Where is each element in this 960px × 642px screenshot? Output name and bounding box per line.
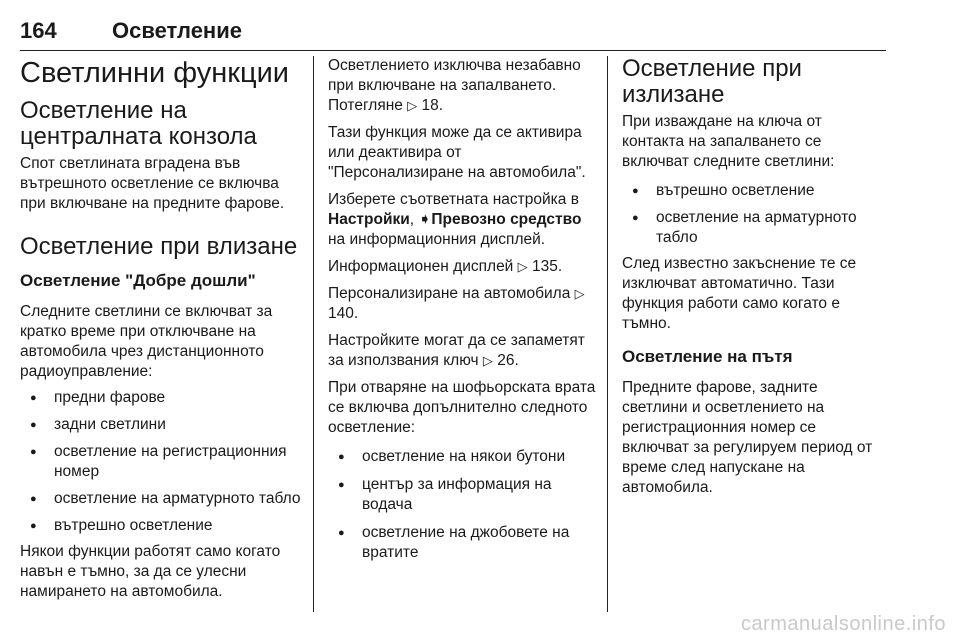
- paragraph-key: При изваждане на ключа от контакта на запалването се включват следните светлини:: [622, 113, 835, 170]
- reference-arrow-icon: ▷: [517, 259, 528, 274]
- page-header: [20, 6, 886, 51]
- paragraph-off: Осветлението изключва незабавно при включване на запалването.: [328, 57, 581, 94]
- reference-page: 18.: [421, 97, 444, 114]
- reference-label: Информационен дисплей: [328, 258, 514, 275]
- paragraph-some-functions: Някои функции работят само когато навън е тъмно, за да се улесни намирането на автомобила.: [20, 543, 281, 600]
- paragraph-choose: Изберете съответната настройка в Настройки, ➧Превозно средство на информационния дисплей.: [328, 191, 582, 248]
- heading-welcome: Осветление "Добре дошли": [20, 271, 256, 290]
- list-item: ● осветление на регистрационния номер: [20, 442, 305, 482]
- list-item: ● вътрешно осветление: [20, 516, 305, 536]
- list-item: ● център за информация на водача: [328, 475, 600, 515]
- reference-arrow-icon: ▷: [574, 286, 585, 301]
- list-item: ● осветление на арматурното табло: [20, 489, 305, 509]
- chapter-title: Осветление: [112, 18, 242, 43]
- list-item: ● осветление на някои бутони: [328, 447, 600, 467]
- reference-personalization[interactable]: [328, 284, 600, 324]
- paragraph-path: Предните фарове, задните светлини и осветлението на регистрационния номер се включват за регулируем период от време след напускане на автомобила.: [622, 379, 873, 496]
- nav-arrow-icon: ➧: [418, 211, 432, 228]
- section-title: Светлинни функции: [20, 57, 289, 89]
- door-lights-list: [328, 447, 600, 563]
- column-middle: [328, 56, 600, 563]
- choose-text-end: на информационния дисплей.: [328, 231, 546, 248]
- reference-page: 140.: [328, 305, 359, 322]
- list-item: ● вътрешно осветление: [622, 181, 884, 201]
- column-left: [20, 56, 305, 602]
- column-divider: [313, 56, 314, 612]
- reference-display[interactable]: [328, 257, 600, 277]
- list-item: ● осветление на арматурното табло: [622, 208, 884, 248]
- column-right: [622, 56, 884, 498]
- reference-arrow-icon: ▷: [482, 353, 493, 368]
- reference-arrow-icon: ▷: [407, 98, 418, 113]
- paragraph-spot: Спот светлината вградена във вътрешното осветление се включва при включване на предните фарове.: [20, 155, 285, 212]
- heading-entry-light: Осветление при влизане: [20, 233, 298, 260]
- paragraph-delay: След известно закъснение те се изключват автоматично. Тази функция работи само когато е тъмно.: [622, 255, 857, 332]
- settings-label: Настройки: [328, 211, 410, 228]
- reference-label: Персонализиране на автомобила: [328, 285, 571, 302]
- exit-lights-list: [622, 181, 884, 248]
- watermark: carmanualsonline.info: [740, 613, 946, 635]
- welcome-lights-list: [20, 388, 305, 536]
- saved-text: Настройките могат да се запаметят за използвания ключ: [328, 332, 585, 369]
- paragraph-door: При отваряне на шофьорската врата се включва допълнително следното осветление:: [328, 379, 596, 436]
- heading-exit-light: Осветление при излизане: [622, 55, 802, 108]
- column-divider: [607, 56, 608, 612]
- reference-label: Потегляне: [328, 97, 403, 114]
- vehicle-label: Превозно средство: [431, 211, 582, 228]
- reference-start[interactable]: [328, 96, 600, 116]
- paragraph-saved: [328, 331, 600, 371]
- choose-text: Изберете съответната настройка в: [328, 191, 579, 208]
- page-number: 164: [20, 18, 57, 43]
- paragraph-activate: Тази функция може да се активира или деактивира от "Персонализиране на автомобила".: [328, 124, 586, 181]
- heading-console-light: Осветление на централната конзола: [20, 97, 257, 150]
- list-item: ● осветление на джобовете на вратите: [328, 523, 600, 563]
- paragraph-welcome: Следните светлини се включват за кратко време при отключване на автомобила чрез дистанционното радиоуправление:: [20, 303, 273, 380]
- reference-page: 135.: [531, 258, 563, 275]
- list-item: ● предни фарове: [20, 388, 305, 408]
- heading-path-light: Осветление на пътя: [622, 347, 793, 366]
- reference-page[interactable]: 26.: [497, 352, 519, 369]
- list-item: ● задни светлини: [20, 415, 305, 435]
